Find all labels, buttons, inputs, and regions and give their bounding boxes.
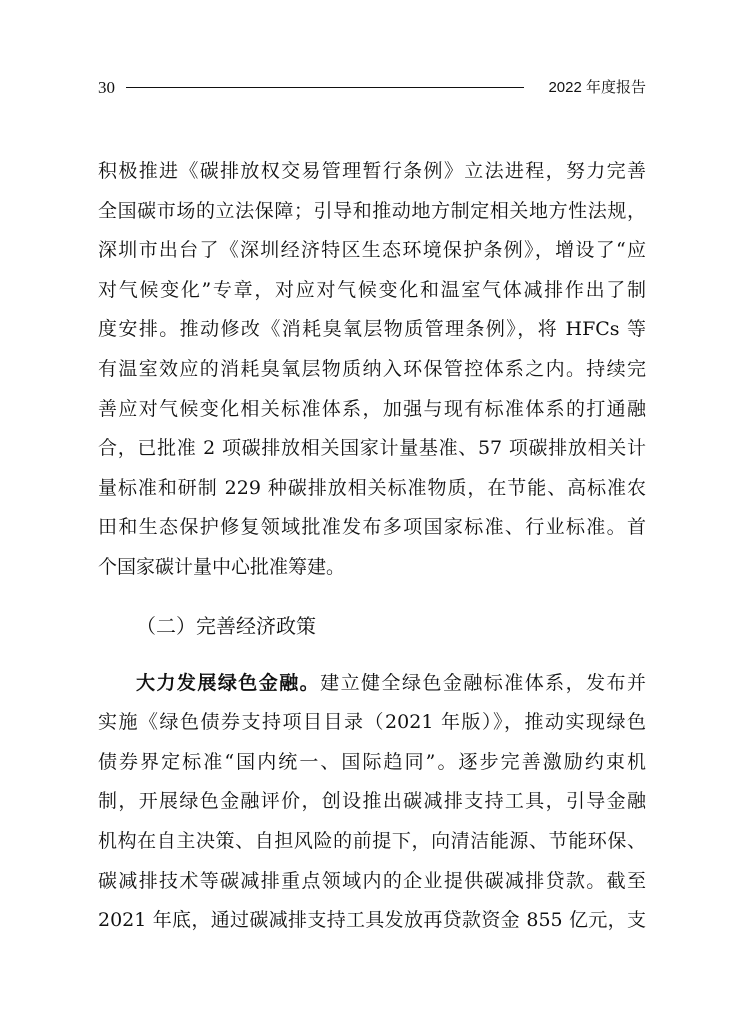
text-line: 机构在自主决策、自担风险的前提下，向清洁能源、节能环保、 [98,829,646,852]
text-line: 个国家碳计量中心批准筹建。 [98,555,346,578]
paragraph-lead: 大力发展绿色金融。 [136,671,321,694]
text-line: 深圳市出台了《深圳经济特区生态环境保护条例》，增设了“应 [98,239,646,262]
text-line: 全国碳市场的立法保障；引导和推动地方制定相关地方性法规， [98,199,646,222]
text-line: 田和生态保护修复领域批准发布多项国家标准、行业标准。首 [98,516,646,539]
text-line: 实施《绿色债券支持项目目录（2021 年版）》，推动实现绿色 [98,711,646,734]
paragraph-green-finance [98,664,646,941]
page-header [98,76,646,100]
text-line: 制，开展绿色金融评价，创设推出碳减排支持工具，引导金融 [98,790,646,813]
document-body [98,152,646,941]
text-line-first [98,664,646,704]
text-line: 积极推进《碳排放权交易管理暂行条例》立法进程，努力完善 [98,160,646,182]
text-line: 度安排。推动修改《消耗臭氧层物质管理条例》，将 HFCs 等 [98,318,646,341]
text-line: 对气候变化”专章，对应对气候变化和温室气体减排作出了制 [98,278,646,301]
paragraph-legislation [98,152,646,588]
first-line-text: 建立健全绿色金融标准体系，发布并 [320,671,646,694]
text-line: 2021 年底，通过碳减排支持工具发放再贷款资金 855 亿元，支 [98,909,646,932]
text-line: 合，已批准 2 项碳排放相关国家计量基准、57 项碳排放相关计 [98,437,646,460]
page-number: 30 [98,78,115,97]
text-line: 有温室效应的消耗臭氧层物质纳入环保管控体系之内。持续完 [98,357,646,380]
text-line: 债券界定标准“国内统一、国际趋同”。逐步完善激励约束机 [98,750,646,773]
text-line: 碳减排技术等碳减排重点领域内的企业提供碳减排贷款。截至 [98,869,646,892]
text-line: 善应对气候变化相关标准体系，加强与现有标准体系的打通融 [98,397,646,420]
header-rule [126,87,524,88]
text-line: 量标准和研制 229 种碳排放相关标准物质，在节能、高标准农 [98,476,646,499]
report-title: 2022 年度报告 [548,79,646,96]
section-heading: （二）完善经济政策 [136,613,316,638]
